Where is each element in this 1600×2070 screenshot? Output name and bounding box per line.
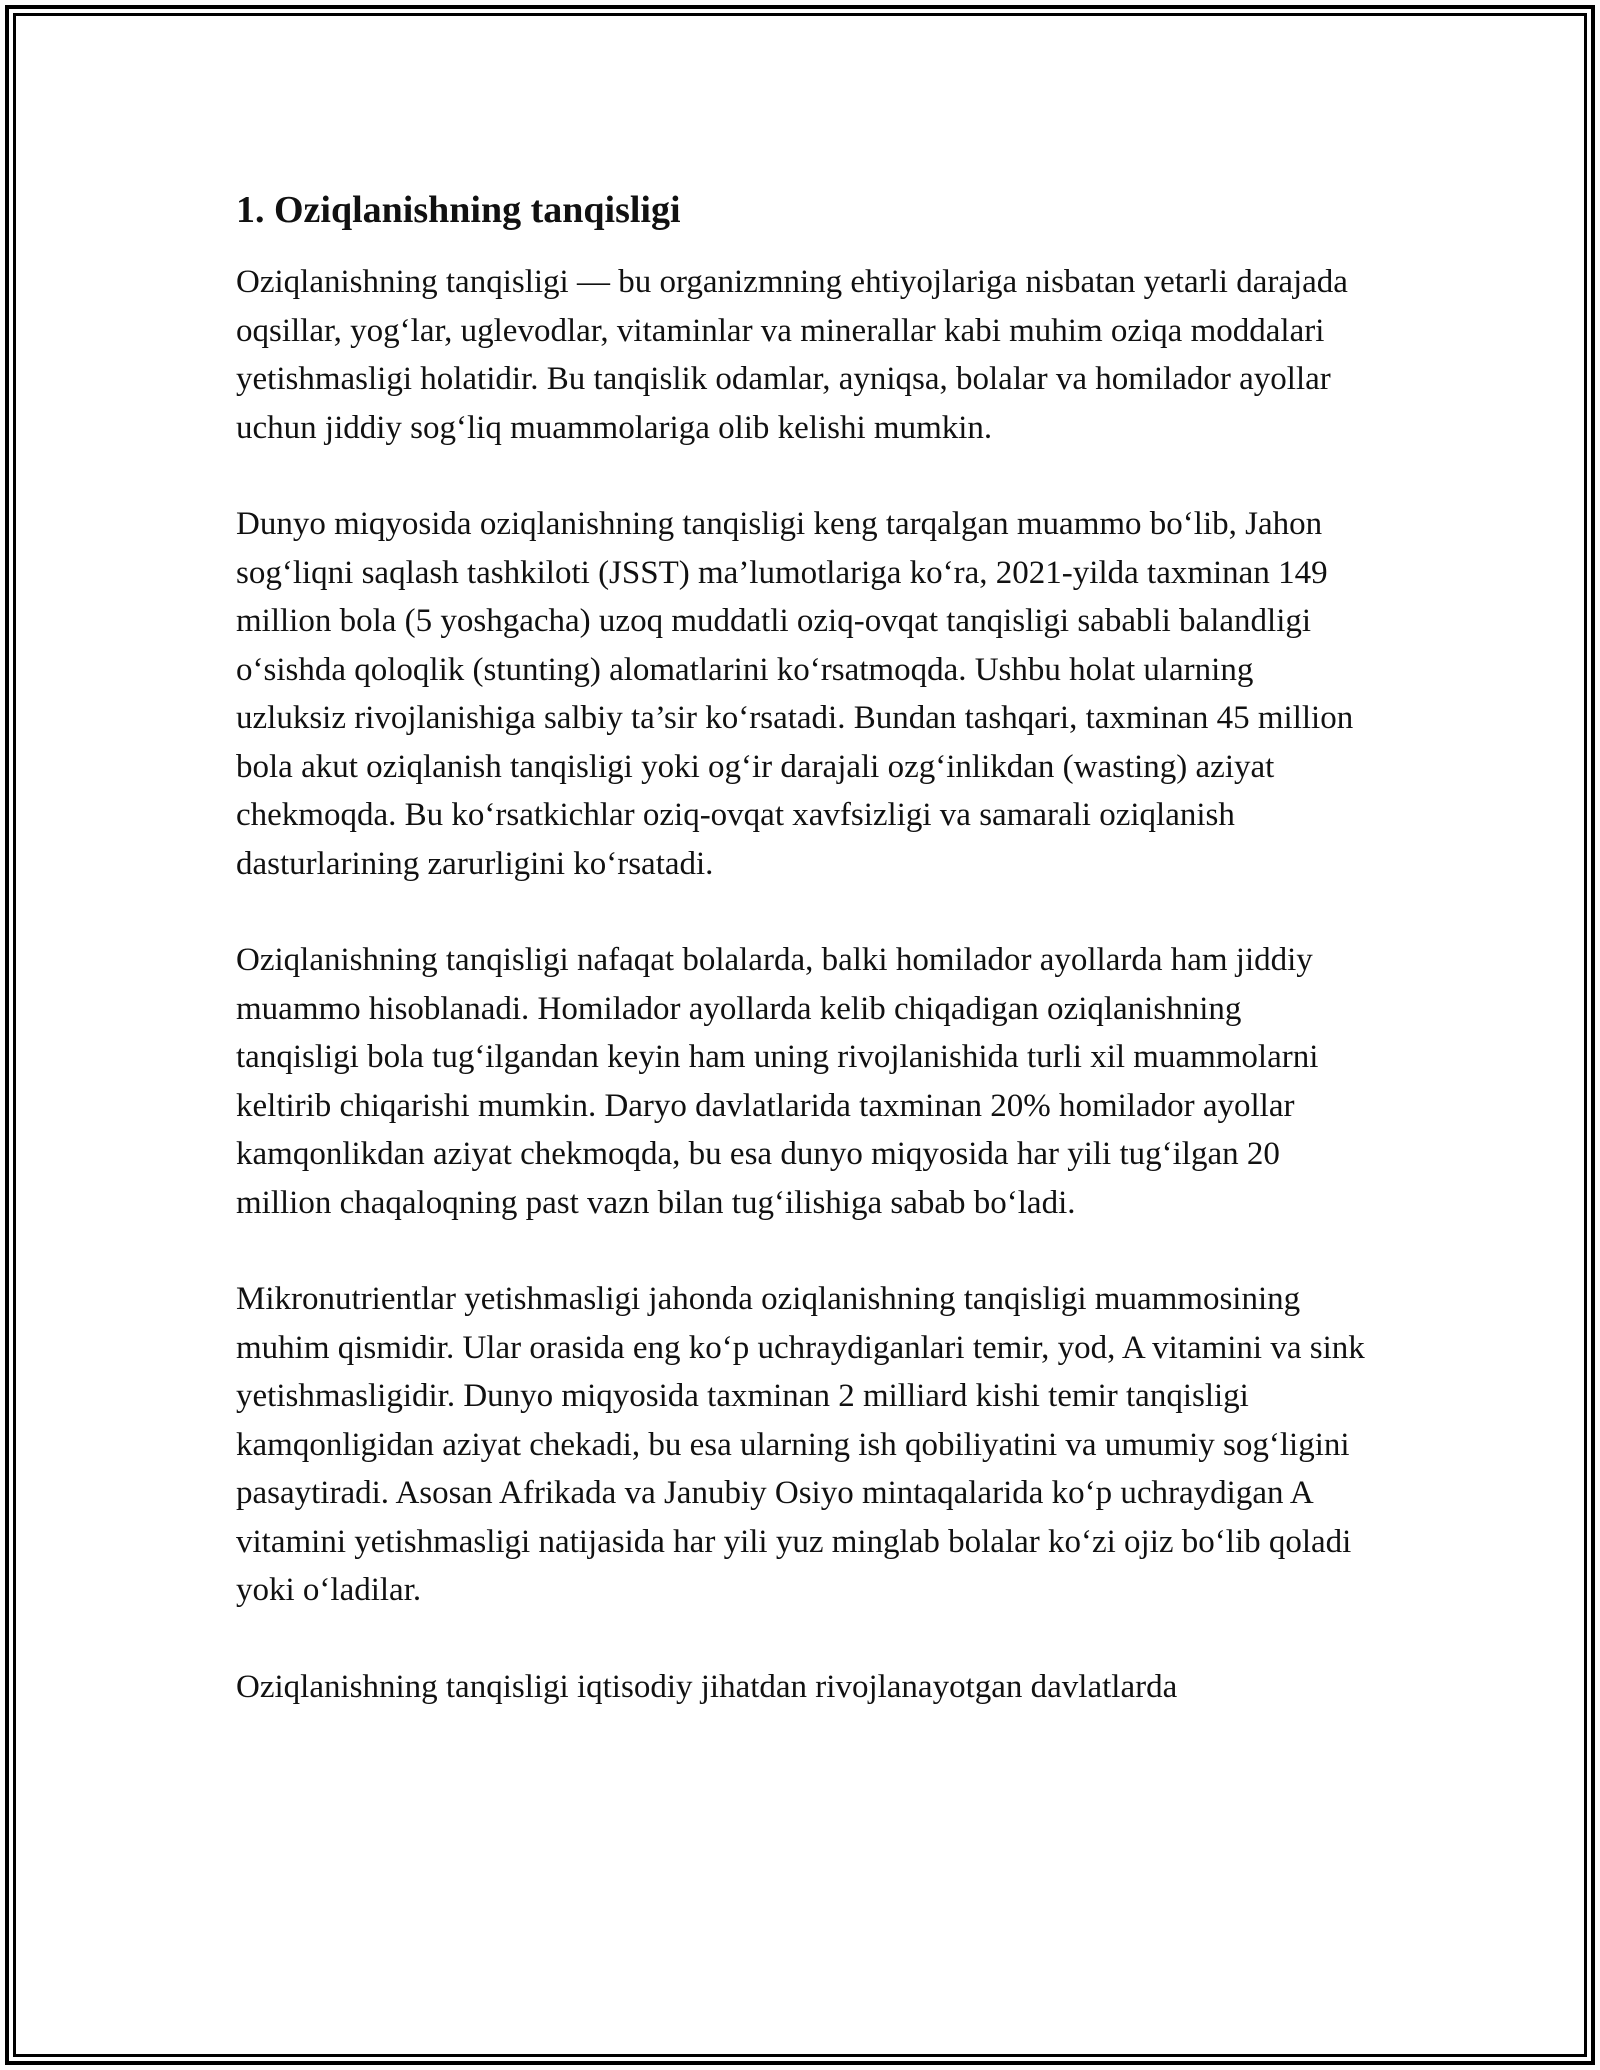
paragraph-micronutrients: Mikronutrientlar yetishmasligi jahonda oziqlanishning tanqisligi muammosining muhim qismidir. Ular orasida eng ko‘p uchraydiganlari temir, yod, A vitamini va sink yetishmasligidir. Dunyo miqyosida taxminan 2 milliard kishi temir tanqisligi kamqonligidan aziyat chekadi, bu esa ularning ish qobiliyatini va umumiy sog‘ligini pasaytiradi. Asosan Afrikada va Janubiy Osiyo mintaqalarida ko‘p uchraydigan A vitamini yetishmasligi natijasida har yili yuz minglab bolalar ko‘zi ojiz bo‘lib qoladi yoki o‘ladilar. <box>236 1281 1365 1608</box>
paragraph-definition: Oziqlanishning tanqisligi — bu organizmning ehtiyojlariga nisbatan yetarli darajada oqsillar, yog‘lar, uglevodlar, vitaminlar va minerallar kabi muhim oziqa moddalari yetishmasligi holatidir. Bu tanqislik odamlar, ayniqsa, bolalar va homilador ayollar uchun jiddiy sog‘liq muammolariga olib kelishi mumkin. <box>236 264 1348 446</box>
paragraph-pregnant-women: Oziqlanishning tanqisligi nafaqat bolalarda, balki homilador ayollarda ham jiddiy muammo hisoblanadi. Homilador ayollarda kelib chiqadigan oziqlanishning tanqisligi bola tug‘ilgandan keyin ham uning rivojlanishida turli xil muammolarni keltirib chiqarishi mumkin. Daryo davlatlarida taxminan 20% homilador ayollar kamqonlikdan aziyat chekmoqda, bu esa dunyo miqyosida har yili tug‘ilgan 20 million chaqaloqning past vazn bilan tug‘ilishiga sabab bo‘ladi. <box>236 942 1319 1221</box>
section-heading: 1. Oziqlanishning tanqisligi <box>236 189 681 231</box>
paragraph-economic: Oziqlanishning tanqisligi iqtisodiy jihatdan rivojlanayotgan davlatlarda <box>236 1668 1178 1705</box>
document-body <box>236 186 1370 1759</box>
paragraph-global-statistics: Dunyo miqyosida oziqlanishning tanqisligi keng tarqalgan muammo bo‘lib, Jahon sog‘liqni saqlash tashkiloti (JSST) ma’lumotlariga ko‘ra, 2021-yilda taxminan 149 million bola (5 yoshgacha) uzoq muddatli oziq-ovqat tanqisligi sababli balandligi o‘sishda qoloqlik (stunting) alomatlarini ko‘rsatmoqda. Ushbu holat ularning uzluksiz rivojlanishiga salbiy ta’sir ko‘rsatadi. Bundan tashqari, taxminan 45 million bola akut oziqlanish tanqisligi yoki og‘ir darajali ozg‘inlikdan (wasting) aziyat chekmoqda. Bu ko‘rsatkichlar oziq-ovqat xavfsizligi va samarali oziqlanish dasturlarining zarurligini ko‘rsatadi. <box>236 506 1354 882</box>
